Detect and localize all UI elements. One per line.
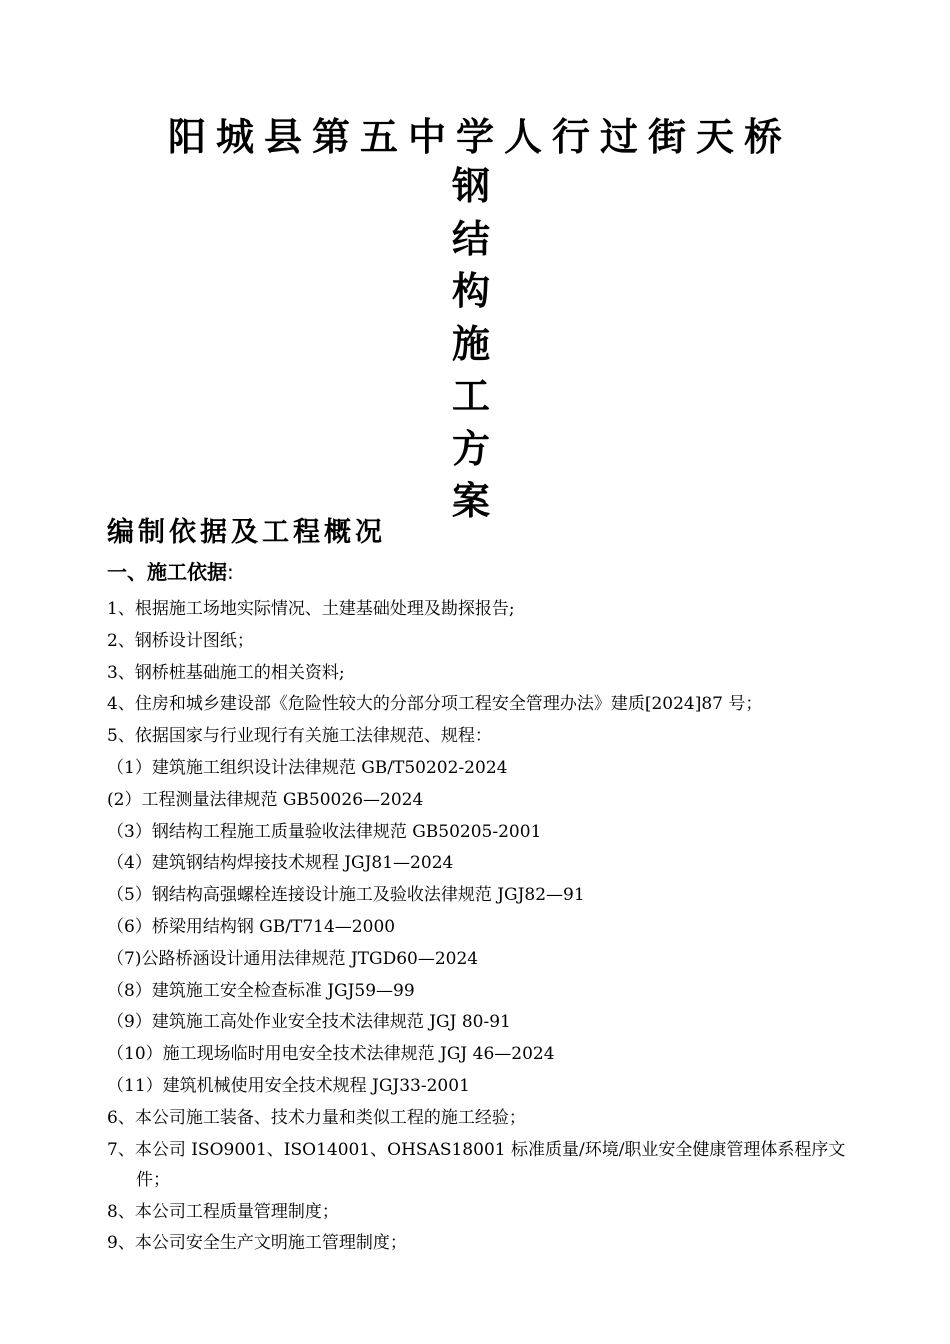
title-char: 构: [451, 269, 490, 313]
list-item: (2）工程测量法律规范 GB50026—2024: [107, 789, 424, 810]
document-title: 阳城县第五中学人行过街天桥: [167, 115, 792, 159]
list-item: （11）建筑机械使用安全技术规程 JGJ33-2001: [107, 1075, 470, 1096]
document-title-vertical: [446, 160, 496, 528]
section-heading: 编制依据及工程概况: [107, 517, 386, 548]
list-item: （9）建筑施工高处作业安全技术法律规范 JGJ 80-91: [107, 1012, 511, 1033]
list-item: （8）建筑施工安全检查标准 JGJ59—99: [107, 980, 415, 1001]
list-item: 7、本公司 ISO9001、ISO14001、OHSAS18001 标准质量/环境/职业安全健康管理体系程序文件；: [107, 1139, 846, 1190]
list-item: 2、钢桥设计图纸；: [107, 630, 254, 651]
list-item: 9、本公司安全生产文明施工管理制度；: [107, 1233, 407, 1254]
list-item: 6、本公司施工装备、技术力量和类似工程的施工经验；: [107, 1107, 526, 1128]
title-char: 钢: [451, 164, 490, 208]
title-char: 方: [451, 426, 490, 471]
title-char: 案: [451, 479, 490, 523]
title-char: 施: [451, 321, 490, 366]
sub-heading-colon: :: [227, 560, 234, 584]
list-item: （6）桥梁用结构钢 GB/T714—2000: [107, 916, 396, 937]
list-item: （10）施工现场临时用电安全技术法律规范 JGJ 46—2024: [107, 1044, 555, 1065]
title-char: 工: [451, 374, 490, 418]
list-item: 5、依据国家与行业现行有关施工法律规范、规程：: [107, 726, 492, 747]
list-item: （5）钢结构高强螺栓连接设计施工及验收法律规范 JGJ82—91: [107, 885, 585, 906]
list-item: 4、住房和城乡建设部《危险性较大的分部分项工程安全管理办法》建质[2024]87 号；: [107, 694, 763, 715]
title-char: 结: [451, 216, 490, 261]
list-item: （3）钢结构工程施工质量验收法律规范 GB50205-2001: [107, 821, 542, 842]
sub-heading: [107, 557, 234, 587]
list-item: 1、根据施工场地实际情况、土建基础处理及勘探报告;: [107, 599, 515, 619]
list-item: （4）建筑钢结构焊接技术规程 JGJ81—2024: [107, 853, 454, 874]
list-item: （1）建筑施工组织设计法律规范 GB/T50202-2024: [107, 757, 508, 778]
basis-list: [107, 594, 847, 1260]
sub-heading-text: 一、施工依据: [107, 560, 227, 584]
list-item: （7)公路桥涵设计通用法律规范 JTGD60—2024: [107, 948, 479, 969]
list-item: 3、钢桥桩基础施工的相关资料;: [107, 662, 345, 683]
list-item: 8、本公司工程质量管理制度；: [107, 1201, 339, 1222]
